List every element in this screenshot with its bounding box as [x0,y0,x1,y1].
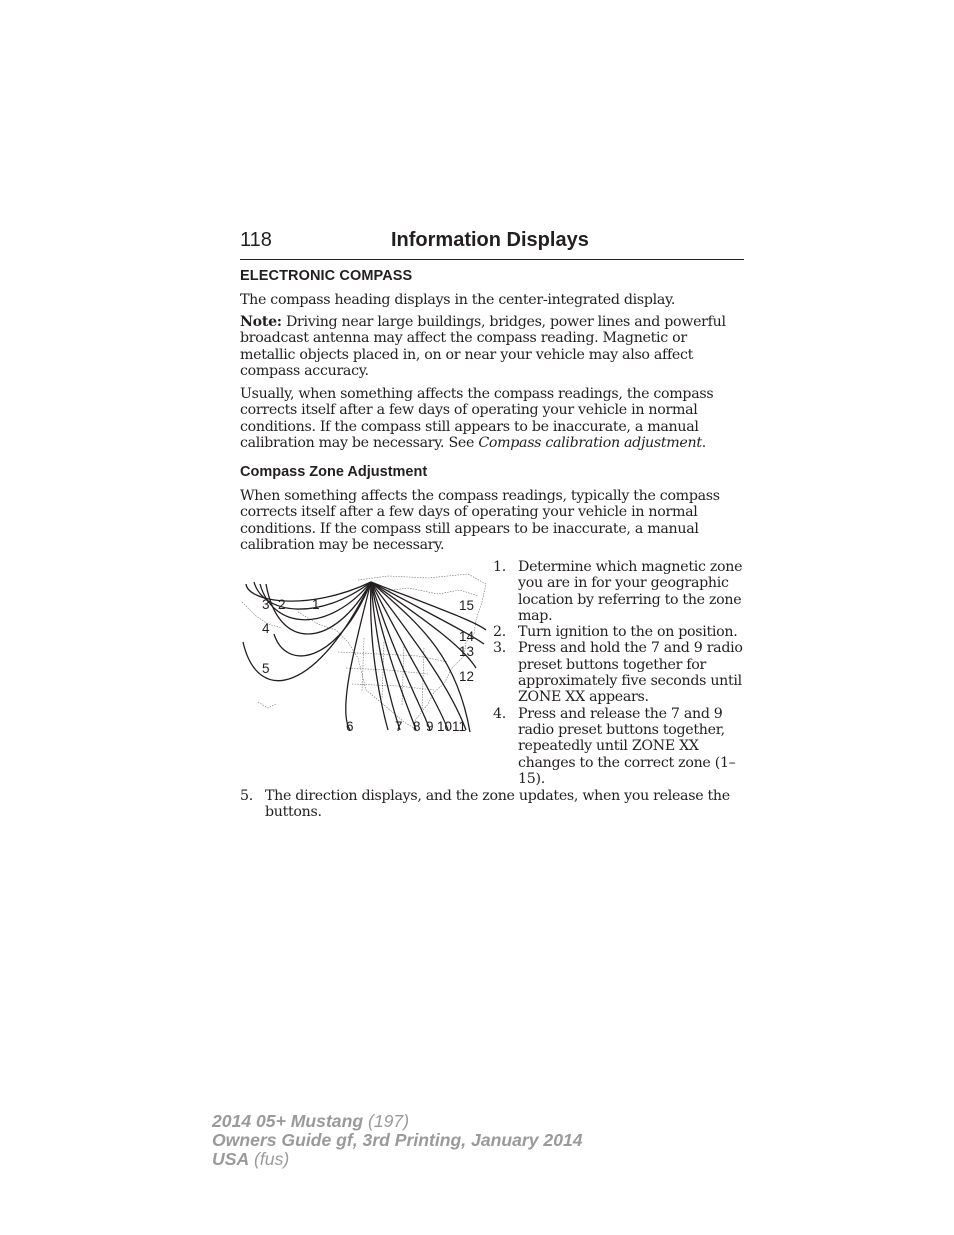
step-text: Press and release the 7 and 9 radio preset buttons together, repeatedly until ZONE XX changes to the correct zone (1–15). [518,705,736,787]
zone-label-7: 7 [395,719,403,734]
chapter-title: Information Displays [391,229,589,251]
zone-label-4: 4 [262,621,270,636]
zone-label-10: 10 [437,719,453,734]
market-code: (fus) [249,1149,290,1169]
list-item [493,706,749,787]
note-text: Driving near large buildings, bridges, power lines and powerful broadcast antenna may affect the compass reading. Magnetic or metallic objects placed in, on or near your vehicle may also affect compass accuracy. [240,314,726,379]
zone-label-6: 6 [346,719,354,734]
footer-line-edition [212,1131,583,1150]
page-number: 118 [240,229,272,251]
zone-label-8: 8 [413,719,421,734]
zone-label-2: 2 [278,597,286,612]
step-number: 4. [493,705,506,722]
usual-text: Usually, when something affects the compass readings, the compass corrects itself after a few days of operating your vehicle in normal conditions. If the compass still appears to be inaccurate, a manual calibration may be necessary. See [240,386,714,451]
zone-intro-paragraph: When something affects the compass readings, typically the compass corrects itself after a few days of operating your vehicle in normal conditions. If the compass still appears to be inaccurate, a manual calibration may be necessary. [240,488,720,553]
calibration-reference: Compass calibration adjustment [478,434,702,451]
list-item [493,559,749,624]
usual-end: . [701,434,706,451]
market-name: USA [212,1149,250,1169]
zone-label-1: 1 [312,597,320,612]
step-text: Determine which magnetic zone you are in for your geographic location by referring to the zone map. [518,559,743,624]
zone-label-5: 5 [262,661,270,676]
usual-paragraph [240,386,744,451]
edition-info: Owners Guide gf, 3rd Printing, January 2014 [212,1130,583,1150]
footer-line-market [212,1150,583,1169]
step-number: 5. [240,788,253,804]
zone-label-12: 12 [459,669,475,684]
step-text: The direction displays, and the zone updates, when you release the buttons. [265,788,730,821]
list-item [493,624,749,640]
zone-label-3: 3 [262,597,270,612]
step-text: Turn ignition to the on position. [518,624,738,641]
model-name: 2014 05+ Mustang [212,1111,364,1131]
list-item [240,788,744,821]
zone-label-9: 9 [426,719,434,734]
section-heading: ELECTRONIC COMPASS [240,268,413,284]
page-footer [212,1112,583,1169]
zone-label-11: 11 [452,719,467,734]
note-paragraph [240,314,744,379]
intro-paragraph: The compass heading displays in the center-integrated display. [240,292,676,308]
subsection-heading: Compass Zone Adjustment [240,464,428,480]
step-number: 1. [493,559,506,575]
zone-label-14: 14 [459,629,475,644]
model-code: (197) [363,1111,410,1131]
list-item [493,640,749,705]
zone-map-figure [238,572,488,742]
step-text: Press and hold the 7 and 9 radio preset buttons together for approximately five seconds until ZONE XX appears. [518,640,743,706]
zone-number-labels [262,597,475,734]
step-number: 3. [493,640,506,657]
zone-label-13: 13 [459,644,475,659]
step-number: 2. [493,624,506,641]
page-header [240,229,744,260]
footer-line-model [212,1112,583,1131]
steps-list [493,559,749,787]
zone-label-15: 15 [459,598,475,613]
note-label: Note: [240,314,282,330]
